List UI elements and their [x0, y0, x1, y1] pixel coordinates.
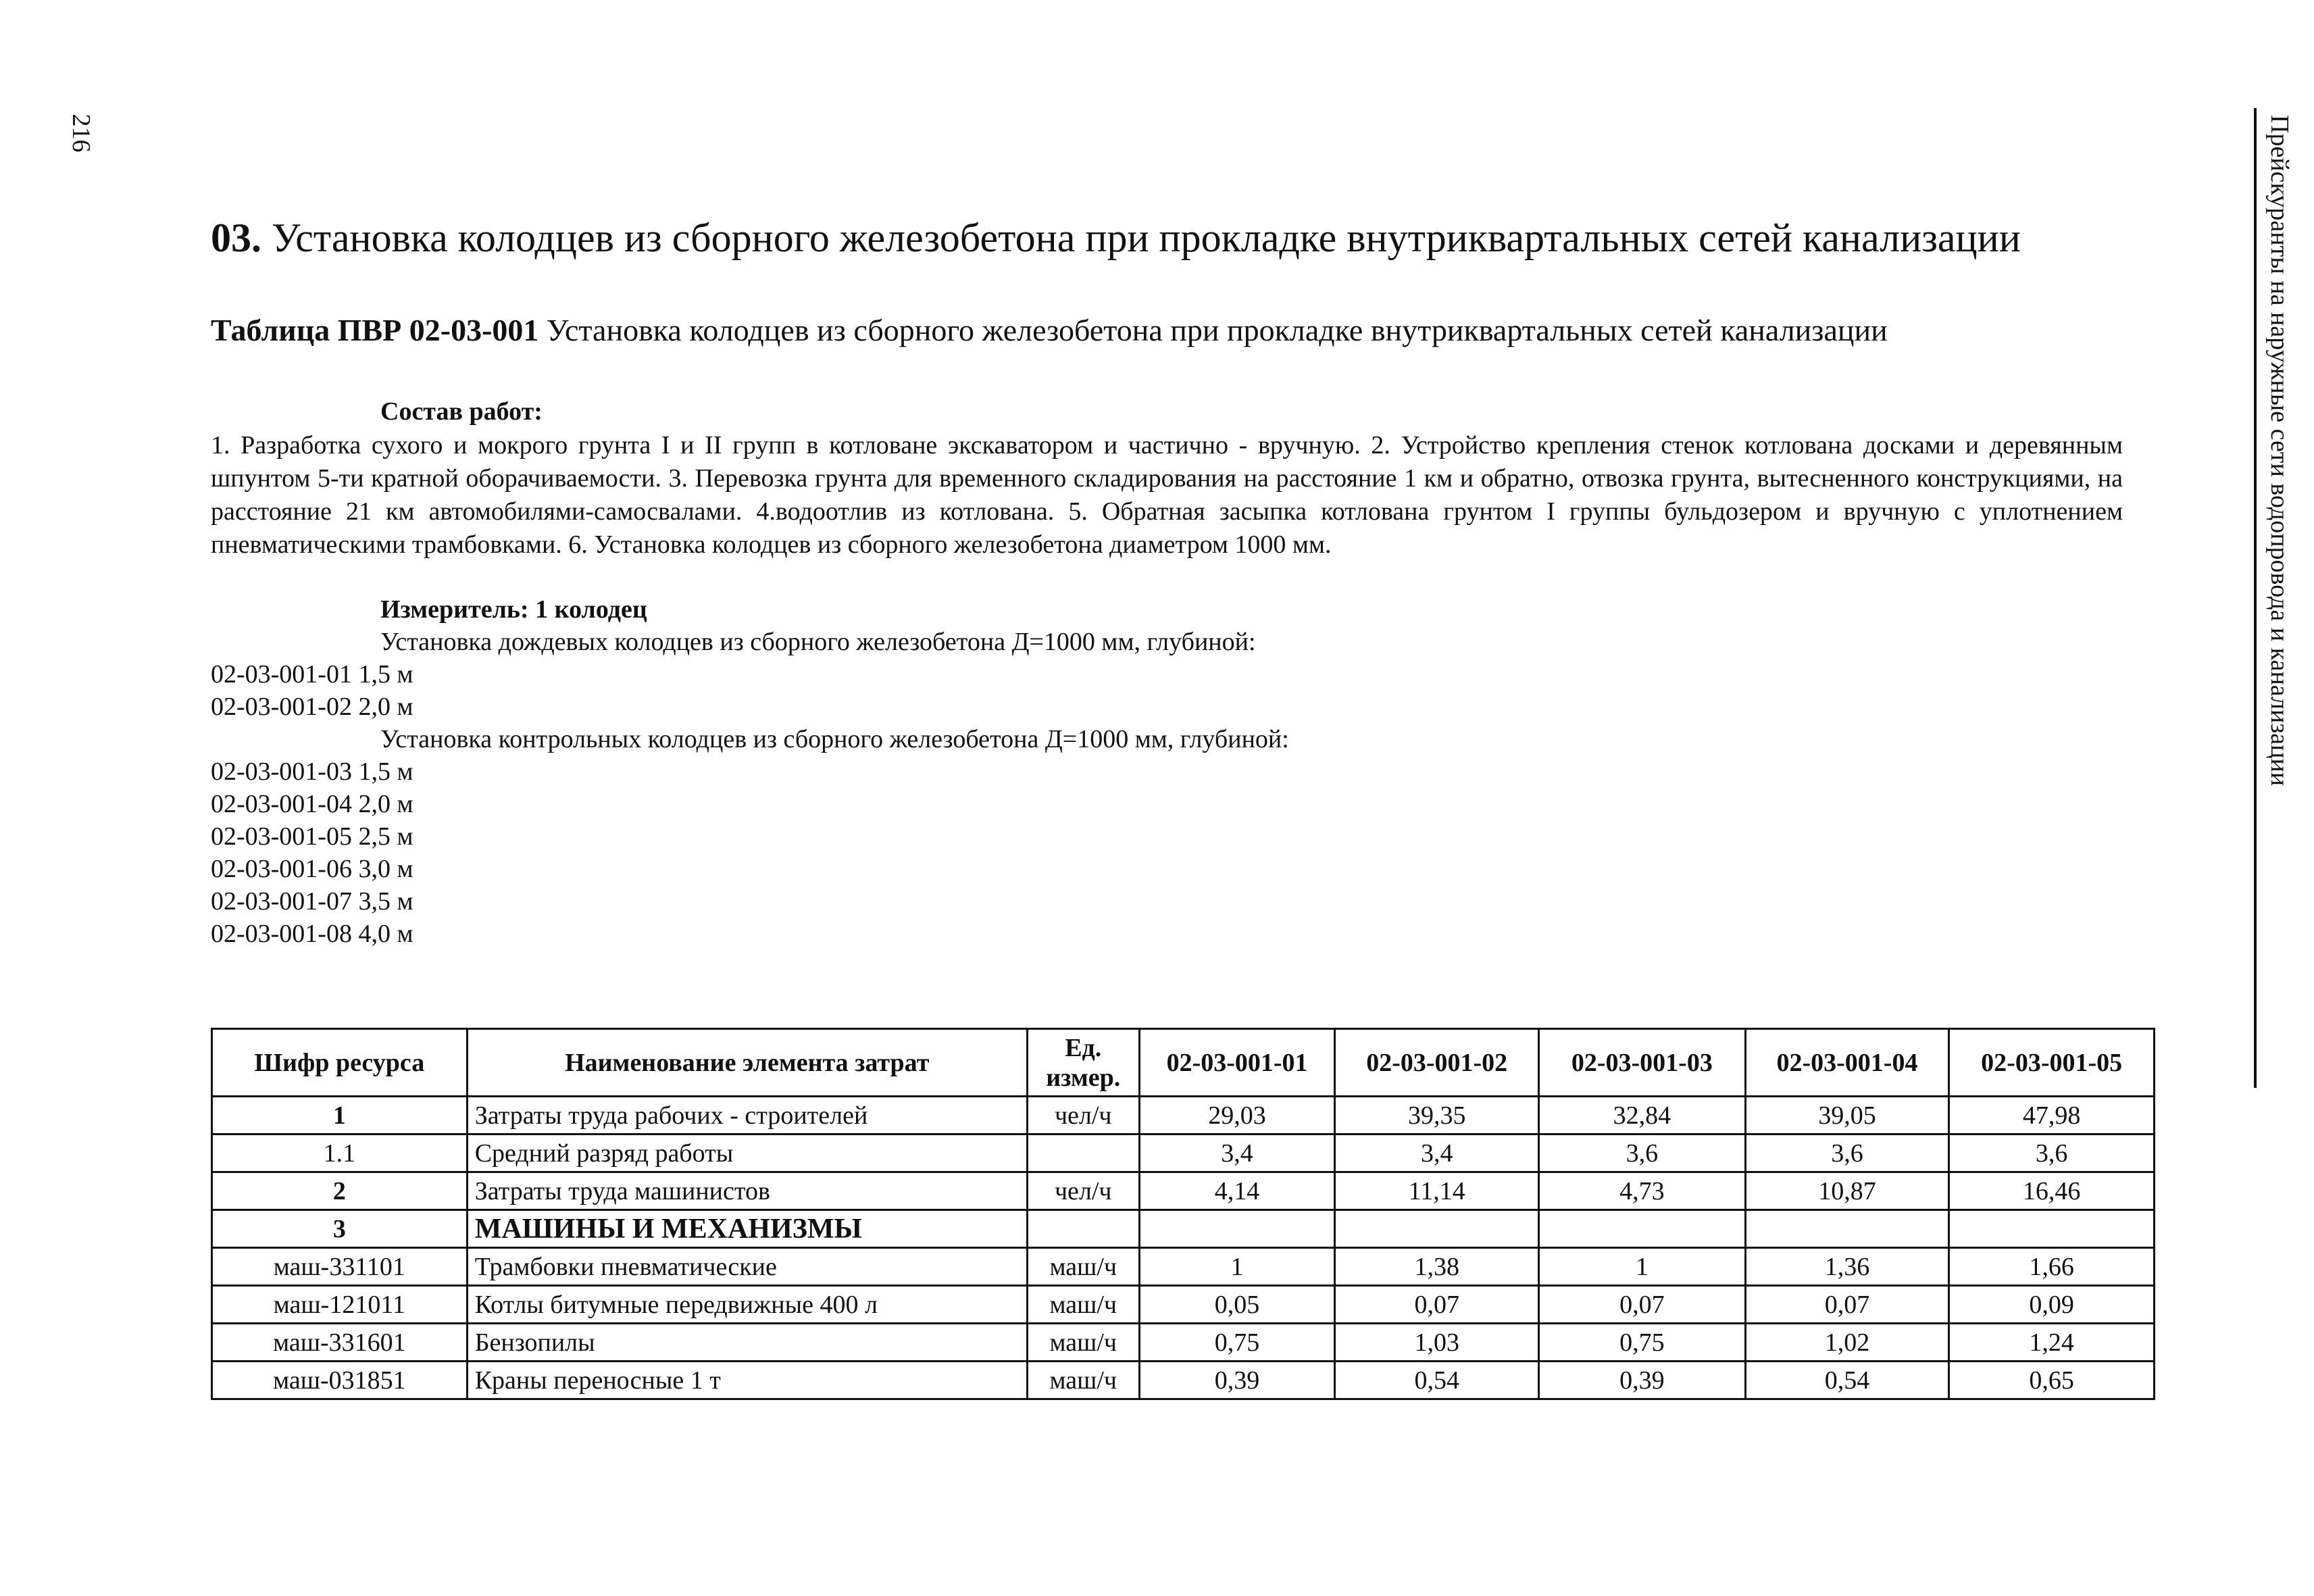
side-divider-line	[2254, 108, 2257, 1088]
item-depth: 1,5 м	[358, 757, 413, 786]
section-number: 03.	[211, 216, 261, 260]
table-title	[211, 312, 1888, 348]
value-cell: 0,54	[1335, 1362, 1539, 1399]
value-cell: 47,98	[1949, 1097, 2155, 1134]
value-cell: 0,75	[1539, 1324, 1746, 1362]
value-cell: 0,09	[1949, 1286, 2155, 1324]
section-title	[211, 215, 2021, 261]
value-cell: 1,66	[1949, 1248, 2155, 1286]
column-header: Шифр ресурса	[212, 1029, 468, 1097]
unit-cell	[1027, 1134, 1139, 1172]
resource-code-cell: маш-331101	[212, 1248, 468, 1286]
table-body	[212, 1097, 2155, 1399]
value-cell: 0,75	[1139, 1324, 1335, 1362]
value-cell: 1	[1139, 1248, 1335, 1286]
item-code: 02-03-001-04	[211, 790, 352, 818]
value-cell: 3,4	[1139, 1134, 1335, 1172]
item-depth: 2,0 м	[358, 790, 413, 818]
value-cell: 0,07	[1745, 1286, 1949, 1324]
value-cell: 1,03	[1335, 1324, 1539, 1362]
works-heading: Состав работ:	[380, 397, 543, 426]
element-name-cell: МАШИНЫ И МЕХАНИЗМЫ	[467, 1210, 1027, 1248]
value-cell: 16,46	[1949, 1172, 2155, 1210]
page-number: 216	[67, 114, 95, 153]
group-2-heading: Установка контрольных колодцев из сборного железобетона Д=1000 мм, глубиной:	[380, 725, 1289, 753]
list-item	[211, 887, 413, 916]
list-item	[211, 789, 413, 819]
element-name-cell: Котлы битумные передвижные 400 л	[467, 1286, 1027, 1324]
column-header: Наименование элемента затрат	[467, 1029, 1027, 1097]
resource-code-cell: 3	[212, 1210, 468, 1248]
value-cell	[1949, 1210, 2155, 1248]
meter-heading: Измеритель: 1 колодец	[380, 595, 647, 624]
value-cell	[1335, 1210, 1539, 1248]
column-header: 02-03-001-02	[1335, 1029, 1539, 1097]
value-cell: 1,02	[1745, 1324, 1949, 1362]
element-name-cell: Затраты труда рабочих - строителей	[467, 1097, 1027, 1134]
unit-cell: чел/ч	[1027, 1172, 1139, 1210]
value-cell: 0,07	[1539, 1286, 1746, 1324]
table-row	[212, 1097, 2155, 1134]
value-cell	[1745, 1210, 1949, 1248]
element-name-cell: Бензопилы	[467, 1324, 1027, 1362]
value-cell: 10,87	[1745, 1172, 1949, 1210]
element-name-cell: Затраты труда машинистов	[467, 1172, 1027, 1210]
table-row	[212, 1286, 2155, 1324]
value-cell: 3,4	[1335, 1134, 1539, 1172]
column-header: 02-03-001-01	[1139, 1029, 1335, 1097]
value-cell: 39,35	[1335, 1097, 1539, 1134]
unit-cell: чел/ч	[1027, 1097, 1139, 1134]
value-cell: 0,05	[1139, 1286, 1335, 1324]
element-name-cell: Краны переносные 1 т	[467, 1362, 1027, 1399]
element-name-cell: Трамбовки пневматические	[467, 1248, 1027, 1286]
resource-code-cell: маш-121011	[212, 1286, 468, 1324]
table-row	[212, 1324, 2155, 1362]
item-code: 02-03-001-08	[211, 920, 352, 948]
table-row	[212, 1248, 2155, 1286]
resource-code-cell: 1.1	[212, 1134, 468, 1172]
item-depth: 1,5 м	[358, 660, 413, 689]
value-cell: 4,73	[1539, 1172, 1746, 1210]
value-cell	[1539, 1210, 1746, 1248]
resource-code-cell: 2	[212, 1172, 468, 1210]
list-item	[211, 659, 413, 689]
unit-cell: маш/ч	[1027, 1362, 1139, 1399]
table-title-text: Установка колодцев из сборного железобетона при прокладке внутриквартальных сетей канализации	[546, 313, 1888, 347]
section-title-text: Установка колодцев из сборного железобетона при прокладке внутриквартальных сетей канализации	[272, 216, 2021, 260]
running-header: Прейскуранты на наружные сети водопровода и канализации	[2265, 115, 2294, 787]
unit-cell	[1027, 1210, 1139, 1248]
value-cell: 3,6	[1539, 1134, 1746, 1172]
value-cell: 0,39	[1139, 1362, 1335, 1399]
list-item	[211, 757, 413, 787]
element-name-cell: Средний разряд работы	[467, 1134, 1027, 1172]
column-header: 02-03-001-04	[1745, 1029, 1949, 1097]
column-header: 02-03-001-03	[1539, 1029, 1746, 1097]
value-cell: 4,14	[1139, 1172, 1335, 1210]
unit-cell: маш/ч	[1027, 1248, 1139, 1286]
table-title-label: Таблица ПВР 02-03-001	[211, 313, 539, 347]
value-cell: 1	[1539, 1248, 1746, 1286]
list-item	[211, 692, 413, 722]
value-cell: 3,6	[1745, 1134, 1949, 1172]
value-cell: 3,6	[1949, 1134, 2155, 1172]
table-row	[212, 1362, 2155, 1399]
table-header-row	[212, 1029, 2155, 1097]
group-1-heading: Установка дождевых колодцев из сборного железобетона Д=1000 мм, глубиной:	[380, 628, 1256, 656]
table-row	[212, 1134, 2155, 1172]
resource-code-cell: 1	[212, 1097, 468, 1134]
item-code: 02-03-001-07	[211, 887, 352, 916]
unit-cell: маш/ч	[1027, 1286, 1139, 1324]
works-description: 1. Разработка сухого и мокрого грунта I и II групп в котловане экскаватором и частично - вручную. 2. Устройство крепления стенок котлована досками и деревянным шпунтом 5-ти кратной оборачиваемости. 3. Перевозка грунта для временного складирования на расстояние 1 км и обратно, отвозка грунта, вытесненного конструкциями, на расстояние 21 км автомобилями-самосвалами. 4.водоотлив из котлована. 5. Обратная засыпка котлована грунтом I группы бульдозером и вручную с уплотнением пневматическими трамбовками. 6. Установка колодцев из сборного железобетона диаметром 1000 мм.	[211, 431, 2123, 559]
column-header: 02-03-001-05	[1949, 1029, 2155, 1097]
item-code: 02-03-001-01	[211, 660, 352, 689]
list-item	[211, 854, 413, 884]
item-depth: 3,0 м	[358, 855, 413, 883]
unit-cell: маш/ч	[1027, 1324, 1139, 1362]
item-depth: 3,5 м	[358, 887, 413, 916]
value-cell: 1,36	[1745, 1248, 1949, 1286]
column-header: Ед. измер.	[1027, 1029, 1139, 1097]
list-item	[211, 822, 413, 851]
value-cell: 0,54	[1745, 1362, 1949, 1399]
item-code: 02-03-001-05	[211, 822, 352, 851]
table-row	[212, 1210, 2155, 1248]
value-cell: 32,84	[1539, 1097, 1746, 1134]
item-depth: 4,0 м	[358, 920, 413, 948]
list-item	[211, 919, 413, 949]
resource-code-cell: маш-331601	[212, 1324, 468, 1362]
value-cell: 0,39	[1539, 1362, 1746, 1399]
table-row	[212, 1172, 2155, 1210]
value-cell	[1139, 1210, 1335, 1248]
resource-code-cell: маш-031851	[212, 1362, 468, 1399]
value-cell: 29,03	[1139, 1097, 1335, 1134]
item-depth: 2,0 м	[358, 693, 413, 721]
value-cell: 0,07	[1335, 1286, 1539, 1324]
item-depth: 2,5 м	[358, 822, 413, 851]
value-cell: 11,14	[1335, 1172, 1539, 1210]
value-cell: 0,65	[1949, 1362, 2155, 1399]
item-code: 02-03-001-02	[211, 693, 352, 721]
value-cell: 39,05	[1745, 1097, 1949, 1134]
cost-table	[211, 1028, 2155, 1400]
value-cell: 1,24	[1949, 1324, 2155, 1362]
item-code: 02-03-001-03	[211, 757, 352, 786]
value-cell: 1,38	[1335, 1248, 1539, 1286]
item-code: 02-03-001-06	[211, 855, 352, 883]
